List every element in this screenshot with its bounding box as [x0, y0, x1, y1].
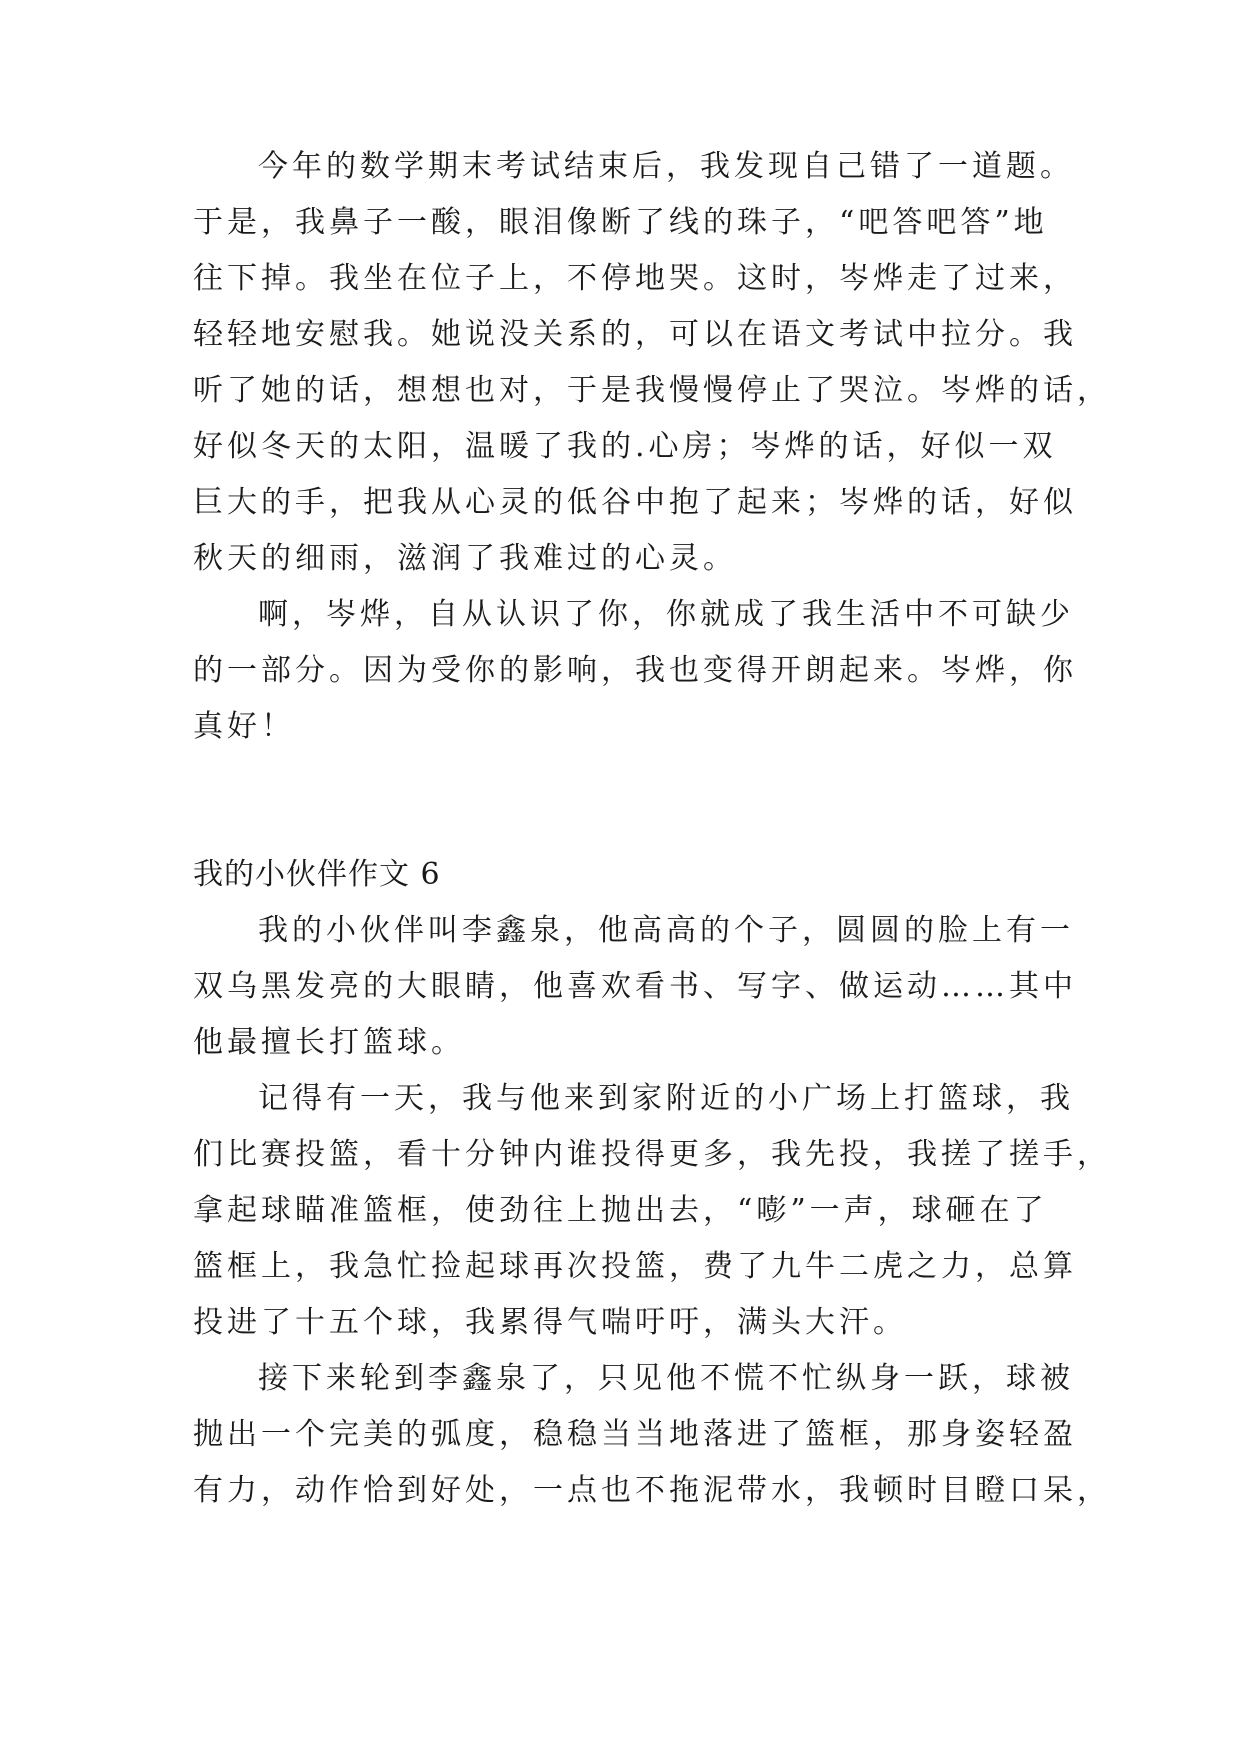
text-line: 他最擅长打篮球。: [193, 1025, 465, 1060]
section-heading: 我的小伙伴作文 6: [193, 857, 441, 892]
text-line: 于是，我鼻子一酸，眼泪像断了线的珠子，“吧答吧答”地: [193, 205, 1048, 240]
text-line: 抛出一个完美的弧度，稳稳当当地落进了篮框，那身姿轻盈: [193, 1417, 1077, 1452]
text-line: 巨大的手，把我从心灵的低谷中抱了起来；岑烨的话，好似: [193, 485, 1077, 520]
text-line: 今年的数学期末考试结束后，我发现自己错了一道题。: [258, 149, 1074, 184]
text-line: 拿起球瞄准篮框，使劲往上抛出去，“嘭”一声，球砸在了: [193, 1193, 1048, 1228]
text-line: 轻轻地安慰我。她说没关系的，可以在语文考试中拉分。我: [193, 317, 1077, 352]
text-line: 的一部分。因为受你的影响，我也变得开朗起来。岑烨，你: [193, 653, 1077, 688]
text-line: 啊，岑烨，自从认识了你，你就成了我生活中不可缺少: [258, 597, 1074, 632]
text-line: 记得有一天，我与他来到家附近的小广场上打篮球，我: [258, 1081, 1074, 1116]
text-line: 秋天的细雨，滋润了我难过的心灵。: [193, 541, 737, 576]
text-line: 我的小伙伴叫李鑫泉，他高高的个子，圆圆的脸上有一: [258, 913, 1074, 948]
text-line: 篮框上，我急忙捡起球再次投篮，费了九牛二虎之力，总算: [193, 1249, 1077, 1284]
text-line: 听了她的话，想想也对，于是我慢慢停止了哭泣。岑烨的话，: [193, 373, 1111, 408]
text-line: 好似冬天的太阳，温暖了我的.心房；岑烨的话，好似一双: [193, 429, 1057, 464]
text-line: 有力，动作恰到好处，一点也不拖泥带水，我顿时目瞪口呆，: [193, 1473, 1111, 1508]
text-line: 双乌黑发亮的大眼睛，他喜欢看书、写字、做运动……其中: [193, 969, 1077, 1004]
text-line: 们比赛投篮，看十分钟内谁投得更多，我先投，我搓了搓手，: [193, 1137, 1111, 1172]
text-line: 往下掉。我坐在位子上，不停地哭。这时，岑烨走了过来，: [193, 261, 1077, 296]
text-line: 接下来轮到李鑫泉了，只见他不慌不忙纵身一跃，球被: [258, 1361, 1074, 1396]
text-line: 投进了十五个球，我累得气喘吁吁，满头大汗。: [193, 1305, 907, 1340]
text-line: 真好！: [193, 709, 295, 744]
